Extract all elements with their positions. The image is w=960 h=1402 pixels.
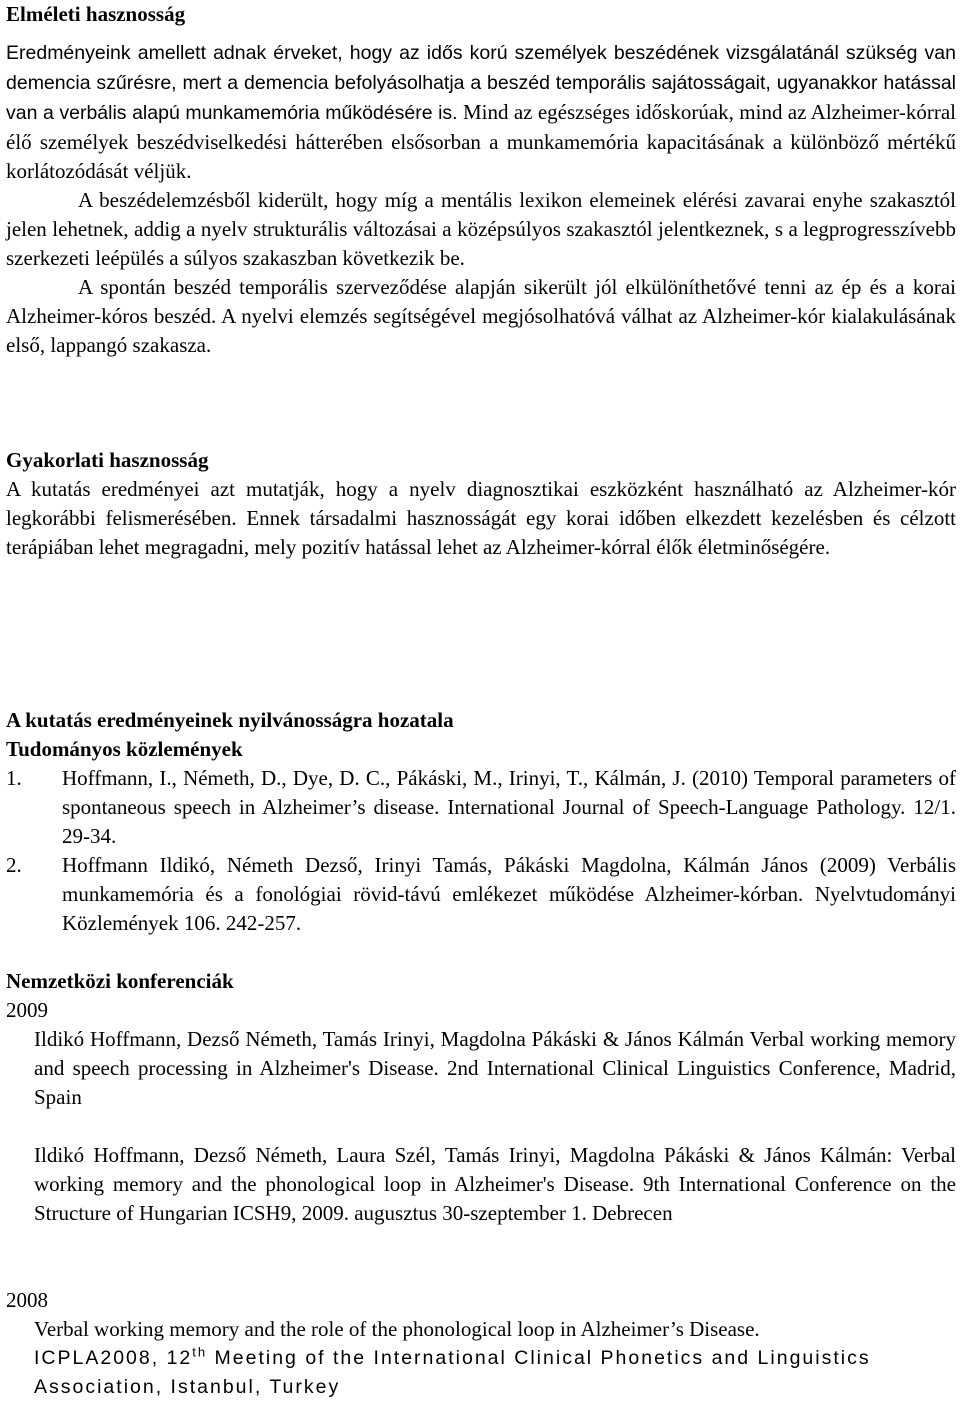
conference-entry-3-line-2 [34,1344,956,1402]
conferences-heading: Nemzetközi konferenciák [6,969,234,993]
practice-heading: Gyakorlati hasznosság [6,448,209,472]
conference-entry-3 [34,1315,956,1402]
theory-heading: Elméleti hasznosság [6,2,186,26]
publication-text: Hoffmann Ildikó, Németh Dezső, Irinyi Tamás, Pákáski Magdolna, Kálmán János (2009) Verbális munkamemória és a fonológiai rövid-távú emlékezet működése Alzheimer-kórban. Nyelvtudományi Közlemények 106. 242-257. [62,853,956,935]
theory-paragraph-1 [6,38,956,186]
conference-entry-3-sup: th [192,1344,208,1360]
publication-number: 2. [6,853,22,877]
publication-item [6,764,956,851]
theory-paragraph-1-part-a: Eredményeink amellett adnak érveket, hogy az idős korú személyek beszédének vizsgálatánál szükség van demencia szűrésre, mert a demencia befolyásolhatja a beszéd temporális sajátosságait, ugyanakkor hatással van a verbális alapú munkamemória működésére is. [6,42,956,124]
conference-entry-3-pre: ICPLA2008, 12 [34,1347,193,1369]
publication-number: 1. [6,766,22,790]
conference-entry-3-line-1: Verbal working memory and the role of the phonological loop in Alzheimer’s Disease. [34,1317,760,1341]
publication-text: Hoffmann, I., Németh, D., Dye, D. C., Pákáski, M., Irinyi, T., Kálmán, J. (2010) Temporal parameters of spontaneous speech in Alzheimer’s disease. International Journal of Speech-Language Pathology. 12/1. 29-34. [62,766,956,848]
publication-list [6,764,956,938]
conference-entry-3-post: Meeting of the International Clinical Phonetics and Linguistics Association, Istanbul, Turkey [34,1347,871,1398]
publications-heading: A kutatás eredményeinek nyilvánosságra hozatala [6,708,454,732]
theory-section [6,38,956,360]
theory-paragraph-3: A spontán beszéd temporális szerveződése alapján sikerült jól elkülöníthetővé tenni az ép és a korai Alzheimer-kóros beszéd. A nyelvi elemzés segítségével megjósolhatóvá válhat az Alzheimer-kór kialakulásának első, lappangó szakasza. [6,275,956,357]
conference-entry-1: Ildikó Hoffmann, Dezső Németh, Tamás Irinyi, Magdolna Pákáski & János Kálmán Verbal working memory and speech processing in Alzheimer's Disease. 2nd International Clinical Linguistics Conference, Madrid, Spain [34,1027,956,1109]
conference-year-2008: 2008 [6,1288,48,1312]
publication-item [6,851,956,938]
conference-year-2009: 2009 [6,998,48,1022]
practice-paragraph: A kutatás eredményei azt mutatják, hogy a nyelv diagnosztikai eszközként használható az Alzheimer-kór legkorábbi felismerésében. Ennek társadalmi hasznosságát egy korai időben elkezdett kezelésben és célzott terápiában lehet megragadni, mely pozitív hatással lehet az Alzheimer-kórral élők életminőségére. [6,477,956,559]
theory-paragraph-1-part-b: Mind az egészséges időskorúak, mind az Alzheimer-kórral élő személyek beszédviselkedési hátterében elsősorban a munkamemória kapacitásának a különböző mértékű korlátozódását véljük. [6,100,956,183]
publications-subheading: Tudományos közlemények [6,737,243,761]
theory-paragraph-2: A beszédelemzésből kiderült, hogy míg a mentális lexikon elemeinek elérési zavarai enyhe szakasztól jelen lehetnek, addig a nyelv strukturális változásai a középsúlyos szakasztól jelentkeznek, s a legprogresszívebb szerkezeti leépülés a súlyos szakaszban következik be. [6,188,956,270]
conference-entry-2: Ildikó Hoffmann, Dezső Németh, Laura Szél, Tamás Irinyi, Magdolna Pákáski & János Kálmán: Verbal working memory and the phonological loop in Alzheimer's Disease. 9th International Conference on the Structure of Hungarian ICSH9, 2009. augusztus 30-szeptember 1. Debrecen [34,1143,956,1225]
